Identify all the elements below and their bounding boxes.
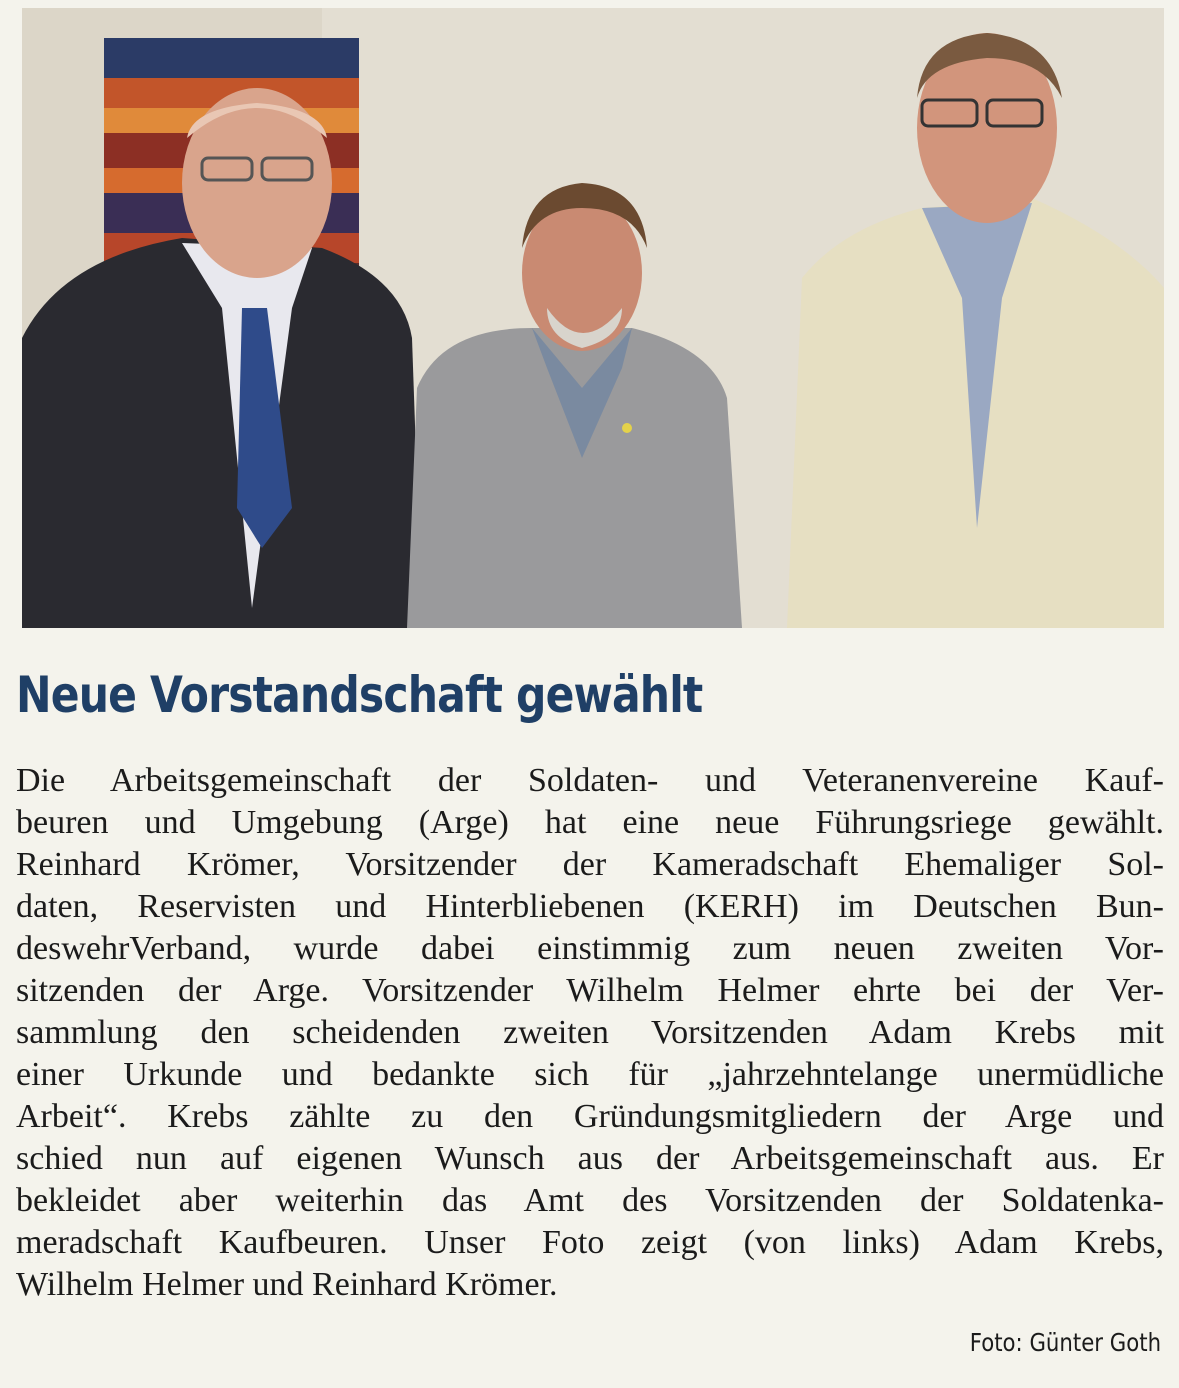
body-line: beuren und Umgebung (Arge) hat eine neue Führungsriege gewählt. <box>16 804 1164 841</box>
body-line: daten, Reservisten und Hinterbliebenen (KERH) im Deutschen Bun- <box>16 888 1164 925</box>
article-body <box>16 760 1164 1306</box>
body-line: Arbeit“. Krebs zählte zu den Gründungsmitgliedern der Arge und <box>16 1098 1164 1135</box>
group-photo <box>22 8 1164 628</box>
body-line: deswehrVerband, wurde dabei einstimmig zum neuen zweiten Vor- <box>16 930 1164 967</box>
body-line: sammlung den scheidenden zweiten Vorsitzenden Adam Krebs mit <box>16 1014 1164 1051</box>
photo-credit: Foto: Günter Goth <box>969 1328 1161 1357</box>
article-headline: Neue Vorstandschaft gewählt <box>16 666 703 724</box>
body-line: Reinhard Krömer, Vorsitzender der Kameradschaft Ehemaliger Sol- <box>16 846 1164 883</box>
body-line: bekleidet aber weiterhin das Amt des Vorsitzenden der Soldatenka- <box>16 1182 1164 1219</box>
body-line: Die Arbeitsgemeinschaft der Soldaten- und Veteranenvereine Kauf- <box>16 762 1164 799</box>
body-line: meradschaft Kaufbeuren. Unser Foto zeigt (von links) Adam Krebs, <box>16 1224 1164 1261</box>
body-line-last: Wilhelm Helmer und Reinhard Krömer. <box>16 1266 558 1303</box>
body-line: sitzenden der Arge. Vorsitzender Wilhelm Helmer ehrte bei der Ver- <box>16 972 1164 1009</box>
body-line: einer Urkunde und bedankte sich für „jahrzehntelange unermüdliche <box>16 1056 1164 1093</box>
body-line: schied nun auf eigenen Wunsch aus der Arbeitsgemeinschaft aus. Er <box>16 1140 1164 1177</box>
